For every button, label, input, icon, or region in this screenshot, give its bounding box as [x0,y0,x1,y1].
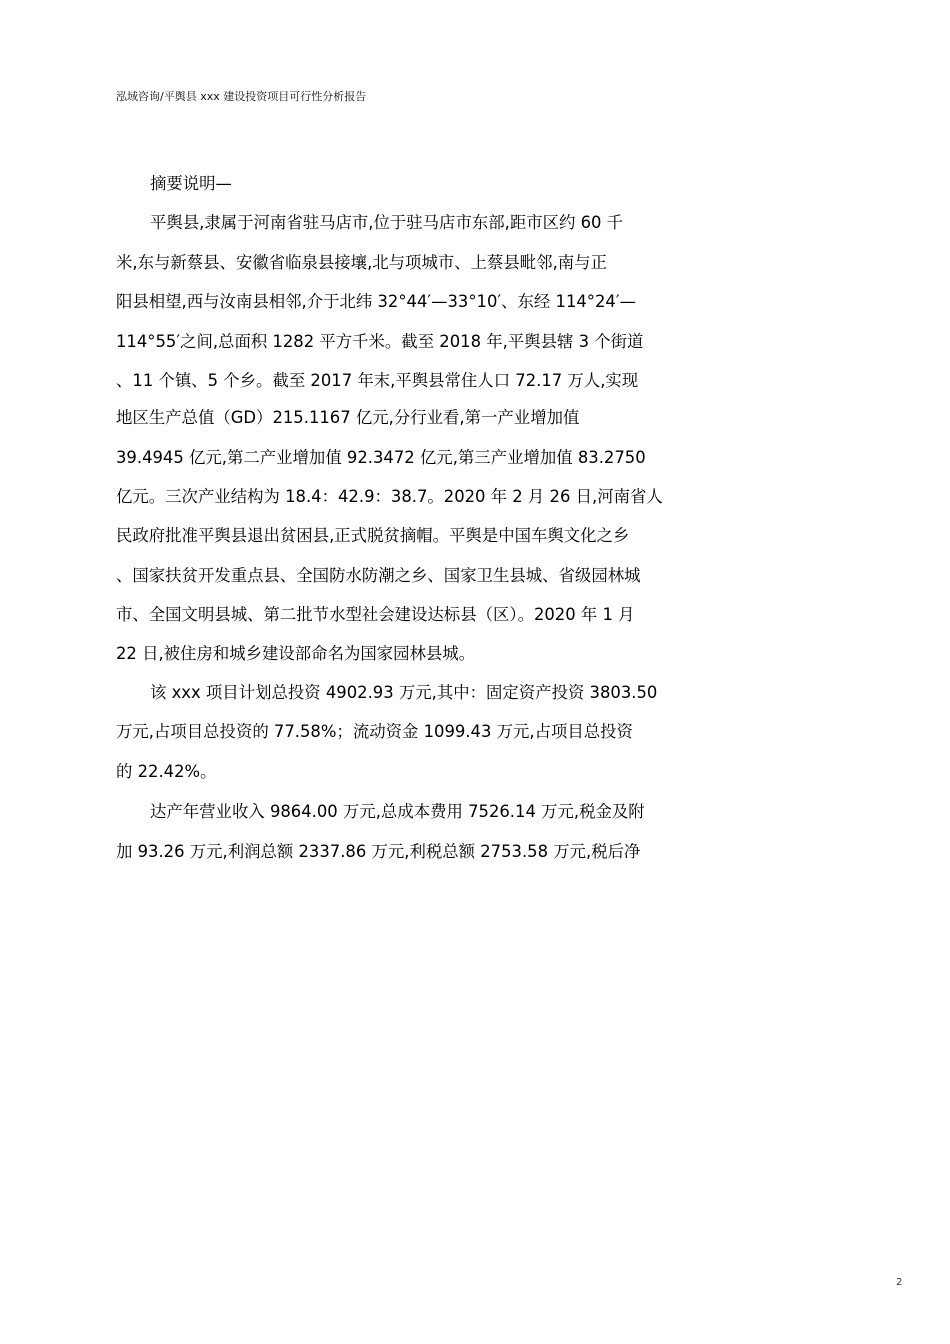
paragraph-line: 阳县相望,西与汝南县相邻,介于北纬 32°44′—33°10′、东经 114°24′— [116,292,636,311]
paragraph-line: 该 xxx 项目计划总投资 4902.93 万元,其中：固定资产投资 3803.50 [150,683,658,702]
paragraph-line: 加 93.26 万元,利润总额 2337.86 万元,利税总额 2753.58 万元,税后净 [116,842,641,861]
paragraph-line: 市、全国文明县城、第二批节水型社会建设达标县（区）。2020 年 1 月 [116,605,635,624]
paragraph-line: 、国家扶贫开发重点县、全国防水防潮之乡、国家卫生县城、省级园林城 [116,566,641,585]
paragraph-line: 亿元。三次产业结构为 18.4：42.9：38.7。2020 年 2 月 26 日,河南省人 [116,487,663,506]
paragraph-line: 39.4945 亿元,第二产业增加值 92.3472 亿元,第三产业增加值 83.2750 [116,448,646,467]
paragraph-line: 米,东与新蔡县、安徽省临泉县接壤,北与项城市、上蔡县毗邻,南与正 [116,253,607,272]
paragraph-line: 万元,占项目总投资的 77.58%；流动资金 1099.43 万元,占项目总投资 [116,722,633,741]
paragraph-line: 22 日,被住房和城乡建设部命名为国家园林县城。 [116,644,476,663]
section-heading: 摘要说明— [150,174,232,193]
page-number: 2 [896,1277,903,1288]
page-header: 泓域咨询/平舆县 xxx 建设投资项目可行性分析报告 [116,90,367,103]
paragraph-line: 民政府批准平舆县退出贫困县,正式脱贫摘帽。平舆是中国车舆文化之乡 [116,526,630,545]
paragraph-line: 地区生产总值（GD）215.1167 亿元,分行业看,第一产业增加值 [116,408,580,427]
paragraph-line: 114°55′之间,总面积 1282 平方千米。截至 2018 年,平舆县辖 3 个街道 [116,332,644,351]
paragraph-line: 的 22.42%。 [116,762,217,781]
paragraph-line: 、11 个镇、5 个乡。截至 2017 年末,平舆县常住人口 72.17 万人,实现 [116,371,639,390]
paragraph-line: 平舆县,隶属于河南省驻马店市,位于驻马店市东部,距市区约 60 千 [150,213,624,232]
paragraph-line: 达产年营业收入 9864.00 万元,总成本费用 7526.14 万元,税金及附 [150,802,645,821]
